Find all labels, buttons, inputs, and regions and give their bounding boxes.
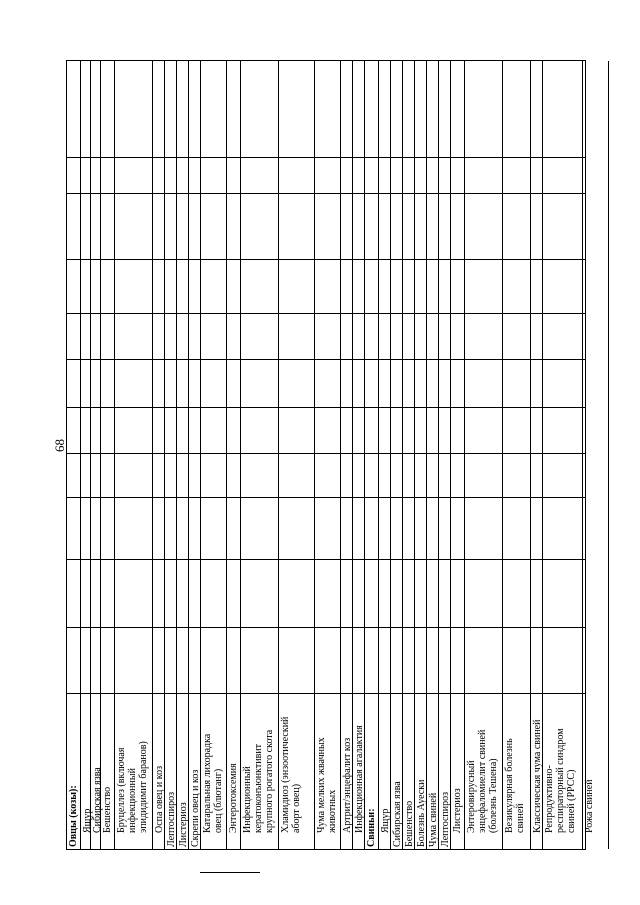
row-label: Инфекционная агалактия — [354, 725, 365, 833]
table-row — [279, 61, 315, 849]
table-row — [391, 61, 403, 849]
row-label: Артрит/энцефалит коз — [342, 737, 353, 833]
row-label: Энтеровирусный энцефаломиелит свиней (болезнь Тешена) — [466, 729, 499, 833]
table-divider — [67, 453, 585, 454]
table-divider — [67, 407, 585, 408]
row-label: Хламидиоз (энзоотический аборт овец) — [280, 716, 302, 833]
row-label: Овцы (козы): — [68, 785, 79, 847]
table-row — [583, 61, 609, 849]
table-divider — [67, 259, 585, 260]
table-divider — [67, 193, 585, 194]
row-label: Лептоспироз — [166, 791, 177, 847]
row-label: Инфекционный кератоконъюнктивит крупного рогатого скота — [242, 729, 275, 833]
table-row — [531, 61, 543, 849]
table-row — [439, 61, 451, 849]
table-row — [91, 61, 101, 849]
footer-rule — [200, 872, 260, 873]
table-row — [403, 61, 415, 849]
row-label: Ящур — [380, 808, 391, 833]
table-row — [365, 61, 379, 849]
row-label: Лептоспироз — [440, 791, 451, 847]
table-row — [177, 61, 189, 849]
table-row — [115, 61, 153, 849]
row-label: Чума мелких жвачных животных — [316, 737, 338, 833]
row-label: Скрепи овец и коз — [190, 769, 201, 847]
row-label: Катаральная лихорадка овец (блютанг) — [202, 733, 224, 833]
row-label: Везикулярная болезнь свиней — [504, 738, 526, 833]
table-divider — [67, 359, 585, 360]
table-divider — [67, 313, 585, 314]
row-label: Бешенство — [102, 786, 113, 833]
table-row — [153, 61, 165, 849]
table-row — [341, 61, 353, 849]
table-row — [101, 61, 115, 849]
row-label: Сибирская язва — [392, 781, 403, 847]
row-label: Листериоз — [452, 788, 463, 833]
table-rows — [67, 61, 595, 849]
row-label: Бешенство — [404, 800, 415, 847]
table-row — [165, 61, 177, 849]
table-row — [315, 61, 341, 849]
table-row — [465, 61, 503, 849]
table-row — [67, 61, 81, 849]
row-label: Чума свиней — [428, 792, 439, 847]
table-row — [81, 61, 91, 849]
row-label: Классическая чума свиней — [532, 719, 543, 833]
table-divider — [67, 497, 585, 498]
table-row — [353, 61, 365, 849]
table-divider — [67, 157, 585, 158]
row-label: Репродуктивно-респираторный синдром свиней (РРСС) — [544, 728, 577, 833]
table-row — [427, 61, 439, 849]
table-divider — [67, 559, 585, 560]
row-label: Оспа овец и коз — [154, 765, 165, 833]
table-divider — [67, 627, 585, 628]
table-row — [503, 61, 531, 849]
row-label: Листериоз — [178, 802, 189, 847]
table-row — [189, 61, 201, 849]
table-row — [415, 61, 427, 849]
row-label: Ящур — [82, 808, 93, 833]
table-row — [451, 61, 465, 849]
table-row — [227, 61, 241, 849]
row-label: Болезнь Ауески — [416, 779, 427, 847]
table-row — [379, 61, 391, 849]
row-label: Энтеротоксемия — [228, 763, 239, 833]
table-row — [543, 61, 583, 849]
row-label: Рожа свиней — [584, 779, 595, 833]
table-row — [201, 61, 227, 849]
row-label: Сибирская язва — [92, 767, 103, 833]
row-label: Бруцеллез (включая инфекционный эпидидимит баранов) — [116, 741, 149, 833]
disease-table — [66, 60, 595, 850]
page-number: 68 — [52, 439, 67, 452]
table-row — [241, 61, 279, 849]
table-divider — [67, 693, 585, 694]
row-label: Свиньи: — [366, 808, 377, 847]
